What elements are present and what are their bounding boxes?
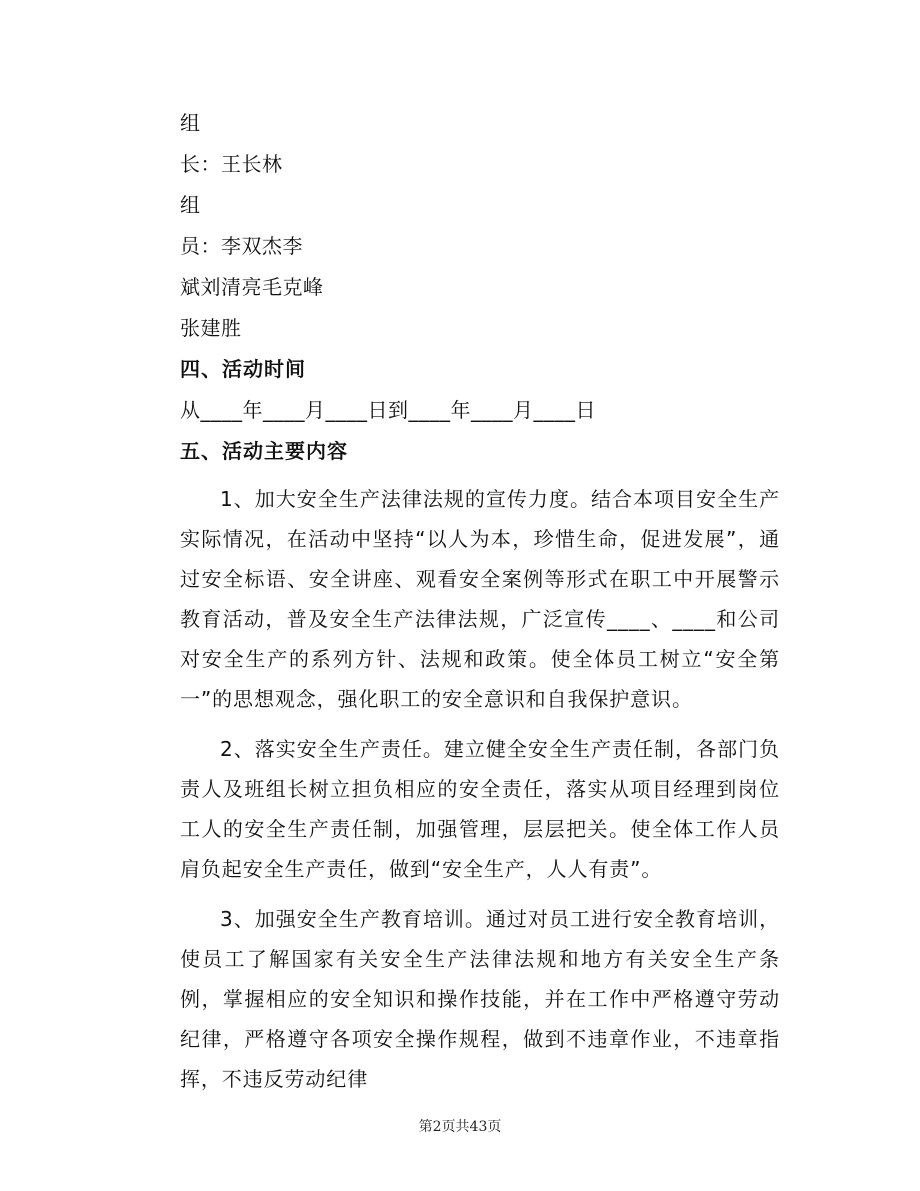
paragraph-publicity: 1、加大安全生产法律法规的宣传力度。结合本项目安全生产实际情况，在活动中坚持“以人为本，珍惜生命，促进发展”，通过安全标语、安全讲座、观看安全案例等形式在职工中开展警示教育活动，普及安全生产法律法规，广泛宣传____、____和公司对安全生产的系列方针、法规和政策。使全体员工树立“安全第一”的思想观念，强化职工的安全意识和自我保护意识。 [180,487,780,711]
text-line-group-members-cont: 斌刘清亮毛克峰 [180,275,324,299]
paragraph-training: 3、加强安全生产教育培训。通过对员工进行安全教育培训，使员工了解国家有关安全生产法律法规和地方有关安全生产条例，掌握相应的安全知识和操作技能，并在工作中严格遵守劳动纪律，严格遵守各项安全操作规程，做到不违章作业，不违章指挥，不违反劳动纪律 [180,907,780,1091]
activity-time-text: 从____年____月____日到____年____月____日 [180,398,596,422]
paragraph-responsibility: 2、落实安全生产责任。建立健全安全生产责任制，各部门负责人及班组长树立担负相应的安全责任，落实从项目经理到岗位工人的安全生产责任制，加强管理，层层把关。使全体工作人员肩负起安全生产责任，做到“安全生产，人人有责”。 [180,737,780,881]
text-line-group-leader: 长：王长林 [180,152,283,176]
section-heading-activity-time: 四、活动时间 [180,357,306,381]
text-line-group-members: 员：李双杰李 [180,234,303,258]
text-line-group-members-last: 张建胜 [180,316,242,340]
section-heading-main-content: 五、活动主要内容 [180,439,348,463]
text-line-group-member-prefix: 组 [180,193,201,217]
page-number-footer: 第2页共43页 [418,1119,502,1135]
document-body [180,103,780,1099]
text-line-group-leader-prefix: 组 [180,111,201,135]
